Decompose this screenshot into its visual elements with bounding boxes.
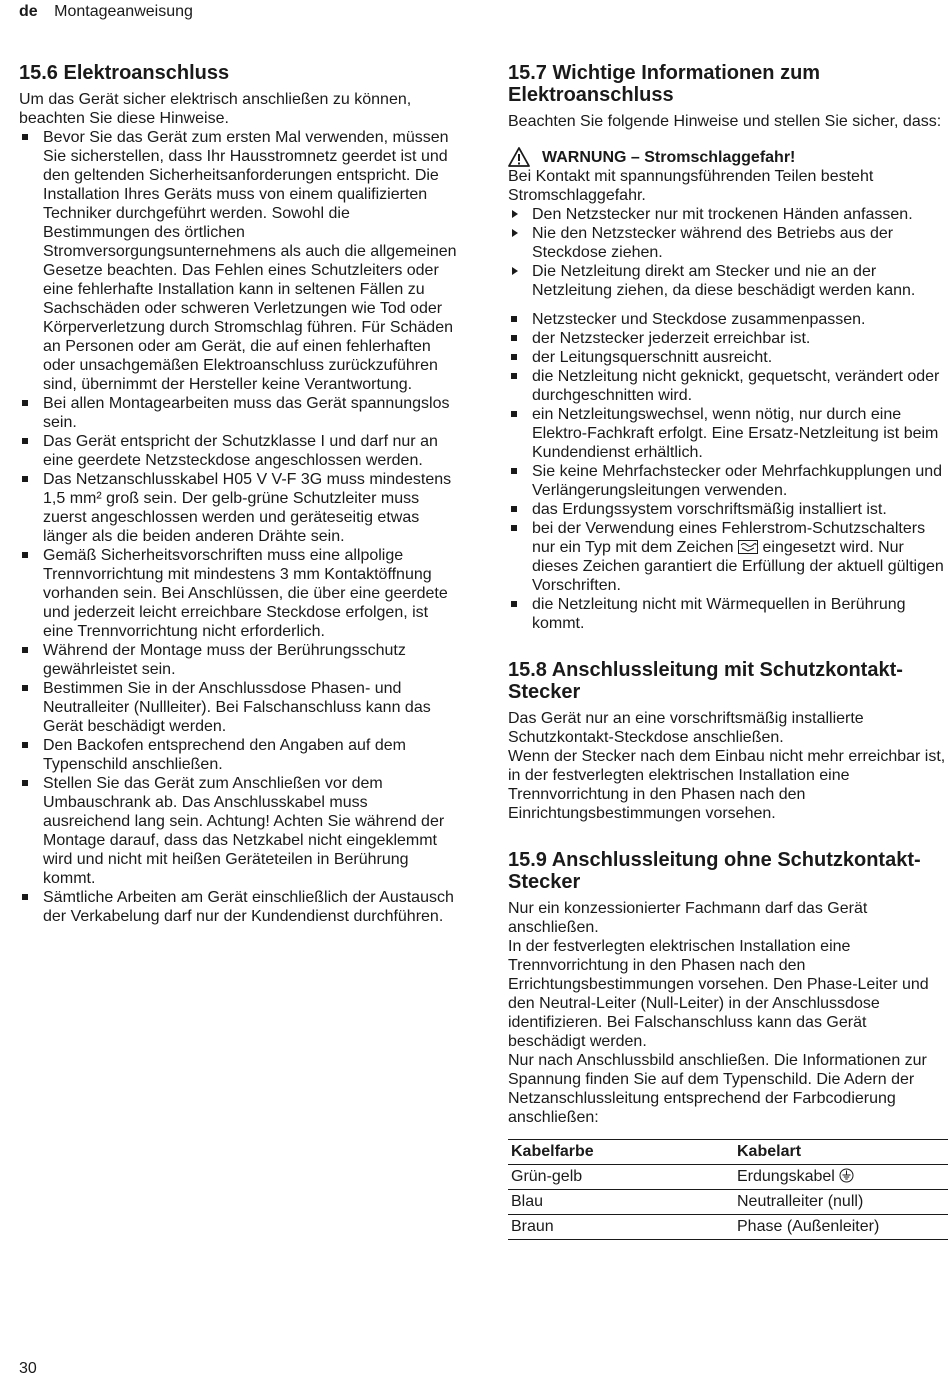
warning-text: Bei Kontakt mit spannungsführenden Teilen besteht Stromschlaggefahr.: [508, 168, 874, 204]
header-title: Montageanweisung: [54, 3, 193, 20]
column-header: Kabelfarbe: [508, 1140, 734, 1165]
cable-color-table: [508, 1139, 948, 1240]
table-cell: Phase (Außenleiter): [734, 1215, 948, 1240]
rcd-text-before: bei der Verwendung eines Fehlerstrom-Schutzschalters nur ein Typ mit dem Zeichen: [532, 520, 926, 556]
list-item: Während der Montage muss der Berührungsschutz gewährleistet sein.: [19, 641, 459, 679]
rcd-symbol-icon: [738, 540, 758, 554]
list-item: die Netzleitung nicht mit Wärmequellen in Berührung kommt.: [508, 595, 948, 633]
list-item: Die Netzleitung direkt am Stecker und nie an der Netzleitung ziehen, da diese beschädigt werden kann.: [508, 262, 948, 300]
section-intro: Um das Gerät sicher elektrisch anschließen zu können, beachten Sie diese Hinweise.: [19, 91, 412, 127]
list-item: [508, 519, 948, 595]
action-list: [508, 205, 948, 300]
bullet-list: [19, 128, 459, 926]
table-row: [508, 1165, 948, 1190]
section-heading: 15.8 Anschlussleitung mit Schutzkontakt-Stecker: [508, 659, 903, 703]
list-item: Stellen Sie das Gerät zum Anschließen vor dem Umbauschrank ab. Das Anschlusskabel muss ausreichend lang sein. Achtung! Achten Sie während der Montage darauf, dass das Netzkabel nicht eingeklemmt wird und nicht mit heißen Geräteteilen in Berührung kommt.: [19, 774, 459, 888]
section-15-6: [19, 62, 459, 926]
list-item: Netzstecker und Steckdose zusammenpassen.: [508, 310, 948, 329]
table-cell: Braun: [508, 1215, 734, 1240]
language-code: de: [19, 3, 38, 20]
earth-ground-icon: [839, 1168, 854, 1183]
table-header-row: [508, 1140, 948, 1165]
paragraph: Nur ein konzessionierter Fachmann darf das Gerät anschließen.: [508, 900, 868, 936]
table-row: [508, 1215, 948, 1240]
warning-title: WARNUNG – Stromschlaggefahr!: [542, 148, 796, 166]
warning-box: [508, 147, 948, 167]
bullet-list: [508, 310, 948, 633]
section-heading: 15.6 Elektroanschluss: [19, 62, 230, 84]
list-item: Das Gerät entspricht der Schutzklasse I und darf nur an eine geerdete Netzsteckdose angeschlossen werden.: [19, 432, 459, 470]
list-item: ein Netzleitungswechsel, wenn nötig, nur durch eine Elektro-Fachkraft erfolgt. Eine Ersatz-Netzleitung ist beim Kundendienst erhältlich.: [508, 405, 948, 462]
list-item: Bei allen Montagearbeiten muss das Gerät spannungslos sein.: [19, 394, 459, 432]
list-item: Sämtliche Arbeiten am Gerät einschließlich der Austausch der Verkabelung darf nur der Kundendienst durchführen.: [19, 888, 459, 926]
column-header: Kabelart: [734, 1140, 948, 1165]
paragraph: Nur nach Anschlussbild anschließen. Die Informationen zur Spannung finden Sie auf dem Typenschild. Die Adern der Netzanschlussleitung entsprechend der Farbcodierung anschließen:: [508, 1052, 927, 1126]
list-item: Nie den Netzstecker während des Betriebs aus der Steckdose ziehen.: [508, 224, 948, 262]
list-item: Den Netzstecker nur mit trockenen Händen anfassen.: [508, 205, 948, 224]
section-15-9: [508, 849, 948, 1240]
table-cell: Neutralleiter (null): [734, 1190, 948, 1215]
list-item: Den Backofen entsprechend den Angaben auf dem Typenschild anschließen.: [19, 736, 459, 774]
page-number: 30: [19, 1360, 37, 1377]
list-item: Gemäß Sicherheitsvorschriften muss eine allpolige Trennvorrichtung mit mindestens 3 mm Kontaktöffnung vorhanden sein. Bei Anschlüssen, die über eine geerdete und jederzeit leicht erreichbare Steckdose erfolgen, ist eine Trennvorrichtung nicht erforderlich.: [19, 546, 459, 641]
list-item: das Erdungssystem vorschriftsmäßig installiert ist.: [508, 500, 948, 519]
section-heading: 15.7 Wichtige Informationen zum Elektroanschluss: [508, 62, 821, 106]
right-column: [508, 62, 948, 1266]
paragraph: In der festverlegten elektrischen Installation eine Trennvorrichtung in den Phasen nach den Errichtungsbestimmungen vorsehen. Den Phase-Leiter und den Neutral-Leiter (Null-Leiter) in der Anschlussdose identifizieren. Bei Falschanschluss kann das Gerät beschädigt werden.: [508, 938, 929, 1050]
paragraph: Das Gerät nur an eine vorschriftsmäßig installierte Schutzkontakt-Steckdose anschließen.: [508, 710, 864, 746]
table-cell: Grün-gelb: [508, 1165, 734, 1190]
list-item: der Netzstecker jederzeit erreichbar ist.: [508, 329, 948, 348]
list-item: die Netzleitung nicht geknickt, gequetscht, verändert oder durchgeschnitten wird.: [508, 367, 948, 405]
section-heading: 15.9 Anschlussleitung ohne Schutzkontakt-Stecker: [508, 849, 921, 893]
section-15-7: [508, 62, 948, 633]
table-row: [508, 1190, 948, 1215]
list-item: Sie keine Mehrfachstecker oder Mehrfachkupplungen und Verlängerungsleitungen verwenden.: [508, 462, 948, 500]
list-item: der Leitungsquerschnitt ausreicht.: [508, 348, 948, 367]
list-item: Das Netzanschlusskabel H05 V V-F 3G muss mindestens 1,5 mm² groß sein. Der gelb-grüne Schutzleiter muss zuerst angeschlossen werden und geräteseitig etwas länger als die beiden anderen Drähte sein.: [19, 470, 459, 546]
list-item: Bevor Sie das Gerät zum ersten Mal verwenden, müssen Sie sicherstellen, dass Ihr Hausstromnetz geerdet ist und den geltenden Sicherheitsanforderungen entspricht. Die Installation Ihres Geräts muss von einem qualifizierten Techniker durchgeführt werden. Sowohl die Bestimmungen des örtlichen Stromversorgungsunternehmens als auch die allgemeinen Gesetze beachten. Das Fehlen eines Schutzleiters oder eine fehlerhafte Installation kann in seltenen Fällen zu Sachschäden oder schweren Verletzungen wie Tod oder Körperverletzung durch Stromschlag führen. Für Schäden an Personen oder am Gerät, die auf einen fehlerhaften oder unsachgemäßen Elektroanschluss zurückzuführen sind, übernimmt der Hersteller keine Verantwortung.: [19, 128, 459, 394]
left-column: [19, 62, 459, 952]
rcd-text-after: eingesetzt wird. Nur dieses Zeichen garantiert die Erfüllung der aktuell gültigen Vorschriften.: [532, 539, 944, 594]
page-header: [19, 3, 193, 21]
table-cell: [734, 1165, 948, 1190]
warning-triangle-icon: [508, 147, 530, 167]
section-15-8: [508, 659, 948, 823]
list-item: Bestimmen Sie in der Anschlussdose Phasen- und Neutralleiter (Nullleiter). Bei Falschanschluss kann das Gerät beschädigt werden.: [19, 679, 459, 736]
table-cell: Blau: [508, 1190, 734, 1215]
section-intro: Beachten Sie folgende Hinweise und stellen Sie sicher, dass:: [508, 113, 942, 130]
table-cell-text: Erdungskabel: [737, 1168, 835, 1185]
paragraph: Wenn der Stecker nach dem Einbau nicht mehr erreichbar ist, in der festverlegten elektrischen Installation eine Trennvorrichtung in den Phasen nach den Einrichtungsbestimmungen vorsehen.: [508, 748, 946, 822]
